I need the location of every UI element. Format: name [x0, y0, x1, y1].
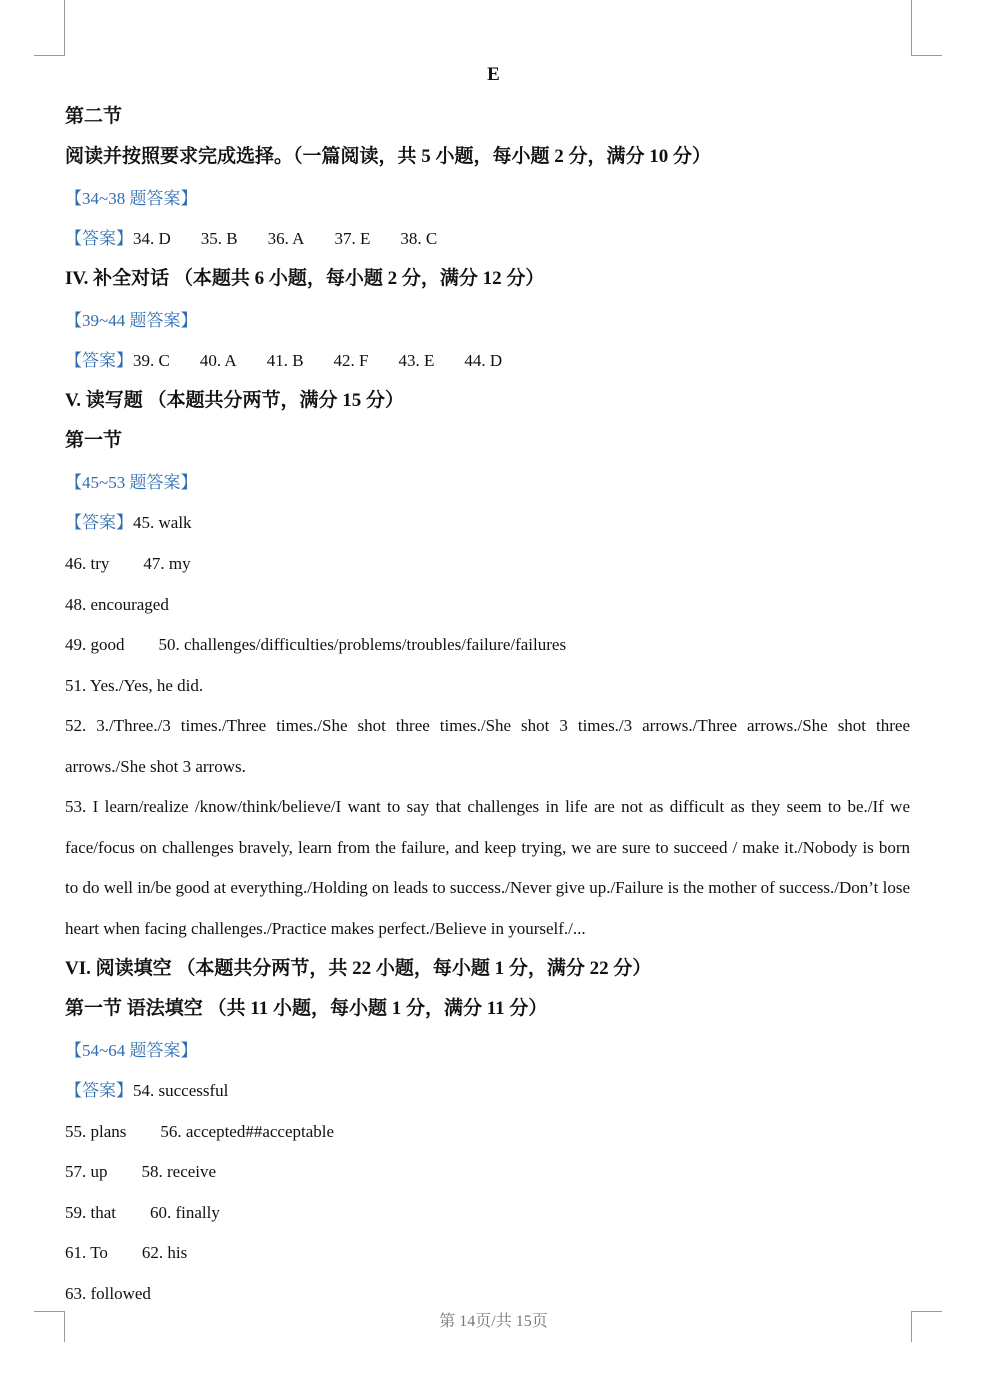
answer-item: 60. finally	[150, 1203, 220, 1222]
answer-item: 38. C	[400, 229, 438, 248]
page-footer: 第 14页/共 15页	[439, 1313, 548, 1330]
part-5-title: V. 读写题 （本题共分两节，满分 15 分）	[65, 390, 405, 411]
answer-item: 44. D	[464, 351, 503, 370]
answer-item: 58. receive	[141, 1162, 217, 1181]
answer-item: 49. good	[65, 635, 125, 654]
q39-44-answers	[65, 350, 502, 372]
answer-item: 34. D	[133, 229, 171, 248]
answers-61-62	[65, 1242, 187, 1264]
answer-prefix: 【答案】	[65, 351, 133, 370]
answers-49-50	[65, 634, 566, 656]
answers-59-60	[65, 1202, 220, 1224]
q45-53-label: 【45~53 题答案】	[65, 473, 198, 492]
section-2-title: 第二节	[65, 106, 123, 127]
answer-item: 56. accepted##acceptable	[160, 1122, 335, 1141]
answer-item: 47. my	[143, 554, 191, 573]
answer-item: 36. A	[267, 229, 305, 248]
answer-item: 46. try	[65, 554, 110, 573]
answer-item: 62. his	[141, 1243, 188, 1262]
answer-item: 43. E	[398, 351, 435, 370]
crop-mark-top-right	[911, 0, 942, 56]
answer-item: 40. A	[199, 351, 237, 370]
answer-51: 51. Yes./Yes, he did.	[65, 676, 204, 695]
answer-prefix: 【答案】	[65, 229, 133, 248]
answer-item: 35. B	[200, 229, 238, 248]
part-6-section-1: 第一节 语法填空 （共 11 小题，每小题 1 分，满分 11 分）	[65, 998, 548, 1019]
answers-55-56	[65, 1121, 334, 1143]
q34-38-answers	[65, 228, 437, 250]
answers-46-47	[65, 553, 191, 575]
header-letter: E	[487, 64, 500, 85]
answer-53: 53. I learn/realize /know/think/believe/I want to say that challenges in life are not as difficult as they seem to be./If we face/focus on challenges bravely, learn from the failure, and keep trying, we are sure to succeed / make it./Nobody is born to do well in/be good at everything./Holding on leads to success./Never give up./Failure is the mother of success./Don’t lose heart when facing challenges./Practice makes perfect./Believe in yourself./...	[65, 797, 910, 938]
section-2-instruction: 阅读并按照要求完成选择。（一篇阅读，共 5 小题，每小题 2 分，满分 10 分）	[65, 146, 712, 167]
q34-38-label: 【34~38 题答案】	[65, 189, 198, 208]
answer-item: 37. E	[334, 229, 371, 248]
answer-45	[65, 512, 192, 534]
answer-item: 55. plans	[65, 1122, 127, 1141]
answer-48: 48. encouraged	[65, 595, 169, 614]
q39-44-label: 【39~44 题答案】	[65, 311, 198, 330]
part-5-section-1: 第一节	[65, 430, 123, 451]
answer-item: 54. successful	[133, 1081, 229, 1100]
answer-item: 57. up	[65, 1162, 108, 1181]
crop-mark-top-left	[34, 0, 65, 56]
q54-64-label: 【54~64 题答案】	[65, 1041, 198, 1060]
answer-63: 63. followed	[65, 1284, 151, 1303]
answer-prefix: 【答案】	[65, 1081, 133, 1100]
part-6-title: VI. 阅读填空 （本题共分两节，共 22 小题，每小题 1 分，满分 22 分）	[65, 958, 652, 979]
answer-54	[65, 1080, 228, 1102]
answer-item: 50. challenges/difficulties/problems/troubles/failure/failures	[158, 635, 567, 654]
answer-item: 39. C	[133, 351, 170, 370]
answer-item: 61. To	[65, 1243, 108, 1262]
answer-item: 41. B	[266, 351, 304, 370]
part-4-title: IV. 补全对话 （本题共 6 小题，每小题 2 分，满分 12 分）	[65, 268, 545, 289]
answer-item: 45. walk	[133, 513, 192, 532]
answer-item: 42. F	[333, 351, 369, 370]
answer-52: 52. 3./Three./3 times./Three times./She shot three times./She shot 3 times./3 arrows./Three arrows./She shot three arrows./She shot 3 arrows.	[65, 716, 910, 776]
answer-prefix: 【答案】	[65, 513, 133, 532]
answers-57-58	[65, 1161, 216, 1183]
answer-item: 59. that	[65, 1203, 116, 1222]
